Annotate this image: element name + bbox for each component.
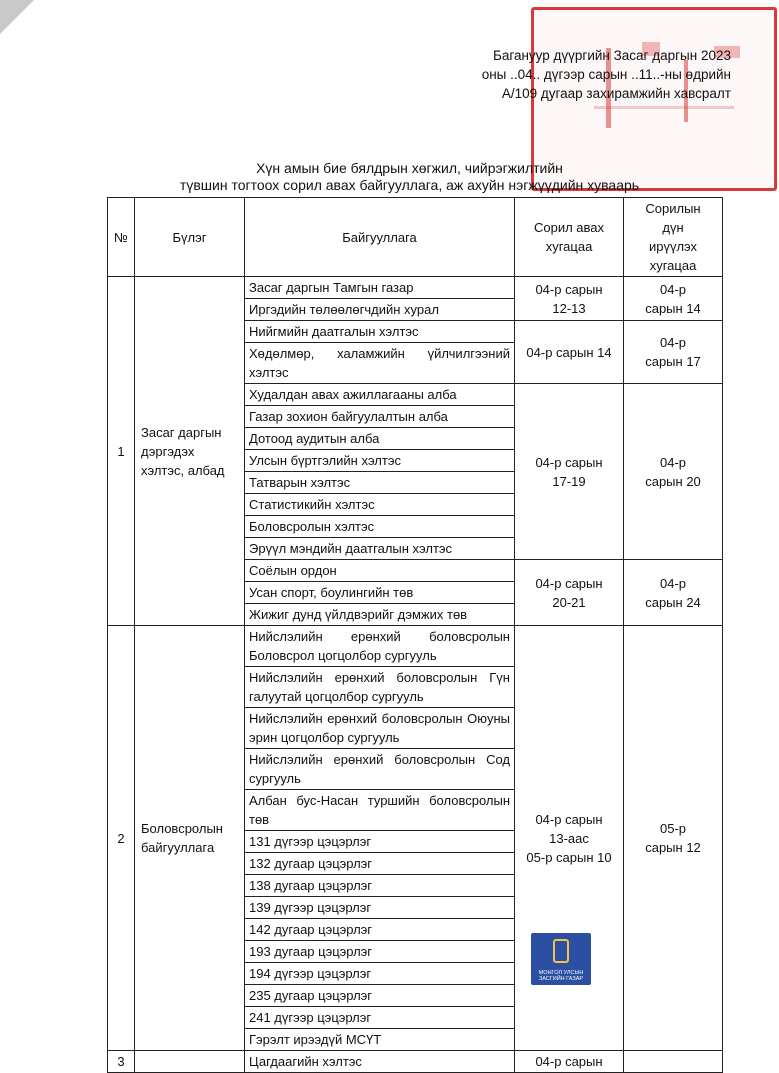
org-cell: 132 дугаар цэцэрлэг	[245, 853, 515, 875]
org-cell: Албан бус-Насан туршийн боловсролын төв	[245, 790, 515, 831]
annex-line-2: оны ..04.. дүгээр сарын ..11..-ны өдрийн	[481, 67, 731, 82]
col-header-test-period: Сорил авах хугацаа	[515, 198, 624, 277]
col-header-result-period: Сорилын дүн ирүүлэх хугацаа	[624, 198, 723, 277]
org-cell: Газар зохион байгуулалтын алба	[245, 406, 515, 428]
org-cell: Соёлын ордон	[245, 560, 515, 582]
table-row	[108, 277, 723, 299]
org-cell: Нийслэлийн ерөнхий боловсролын Оюуны эрин цогцолбор сургууль	[245, 708, 515, 749]
test-period-cell: 04-р сарын 14	[515, 321, 624, 384]
org-cell: Нийслэлийн ерөнхий боловсролын Боловсрол цогцолбор сургууль	[245, 626, 515, 667]
org-cell: Статистикийн хэлтэс	[245, 494, 515, 516]
government-emblem	[531, 933, 591, 985]
result-period-cell: 04-р сарын 24	[624, 560, 723, 626]
org-cell: 138 дугаар цэцэрлэг	[245, 875, 515, 897]
org-cell: Татварын хэлтэс	[245, 472, 515, 494]
schedule-table	[107, 197, 723, 1073]
org-cell: Нийслэлийн ерөнхий боловсролын Гүн галуутай цогцолбор сургууль	[245, 667, 515, 708]
org-cell: 241 дүгээр цэцэрлэг	[245, 1007, 515, 1029]
org-cell: Иргэдийн төлөөлөгчдийн хурал	[245, 299, 515, 321]
result-period-cell	[624, 1051, 723, 1073]
group-number: 3	[108, 1051, 135, 1073]
result-period-cell: 04-р сарын 20	[624, 384, 723, 560]
test-period-cell: 04-р сарын 13-аас 05-р сарын 10	[515, 626, 624, 1051]
group-number: 2	[108, 626, 135, 1051]
test-period-cell: 04-р сарын 17-19	[515, 384, 624, 560]
result-period-cell: 04-р сарын 14	[624, 277, 723, 321]
org-cell: Засаг даргын Тамгын газар	[245, 277, 515, 299]
result-period-cell: 04-р сарын 17	[624, 321, 723, 384]
org-cell: Нийслэлийн ерөнхий боловсролын Сод сургууль	[245, 749, 515, 790]
org-cell: Худалдан авах ажиллагааны алба	[245, 384, 515, 406]
org-cell: Боловсролын хэлтэс	[245, 516, 515, 538]
test-period-cell: 04-р сарын 12-13	[515, 277, 624, 321]
document-title	[0, 160, 779, 194]
org-cell: Хөдөлмөр, халамжийн үйлчилгээний хэлтэс	[245, 343, 515, 384]
org-cell: Усан спорт, боулингийн төв	[245, 582, 515, 604]
test-period-cell: 04-р сарын 20-21	[515, 560, 624, 626]
header-row	[108, 198, 723, 277]
group-section: Боловсролын байгууллага	[135, 626, 245, 1051]
annex-line-1: Багануур дүүргийн Засаг даргын 2023	[492, 48, 731, 63]
org-cell: 139 дүгээр цэцэрлэг	[245, 897, 515, 919]
group-section	[135, 1051, 245, 1073]
test-period-cell: 04-р сарын	[515, 1051, 624, 1073]
col-header-org: Байгууллага	[245, 198, 515, 277]
org-cell: Улсын бүртгэлийн хэлтэс	[245, 450, 515, 472]
result-period-cell: 05-р сарын 12	[624, 626, 723, 1051]
org-cell: 131 дүгээр цэцэрлэг	[245, 831, 515, 853]
org-cell: Эрүүл мэндийн даатгалын хэлтэс	[245, 538, 515, 560]
org-cell: Гэрэлт ирээдүй МСҮТ	[245, 1029, 515, 1051]
org-cell: 235 дугаар цэцэрлэг	[245, 985, 515, 1007]
group-section: Засаг даргын дэргэдэх хэлтэс, албад	[135, 277, 245, 626]
emblem-caption: МОНГОЛ УЛСЫН ЗАСГИЙН ГАЗАР	[538, 970, 584, 982]
annex-line-3: A/109 дугаар захирамжийн хавсралт	[501, 86, 731, 101]
org-cell: Нийгмийн даатгалын хэлтэс	[245, 321, 515, 343]
col-header-num: №	[108, 198, 135, 277]
title-line-1: Хүн амын бие бялдрын хөгжил, чийрэгжилтийн	[256, 160, 563, 176]
org-cell: 142 дугаар цэцэрлэг	[245, 919, 515, 941]
soyombo-icon	[553, 939, 569, 963]
group-number: 1	[108, 277, 135, 626]
title-line-2: түвшин тогтоох сорил авах байгууллага, аж ахуйн нэгжүүдийн хуваарь	[179, 177, 640, 193]
table-row	[108, 1051, 723, 1073]
col-header-section: Бүлэг	[135, 198, 245, 277]
org-cell: Дотоод аудитын алба	[245, 428, 515, 450]
org-cell: 193 дугаар цэцэрлэг	[245, 941, 515, 963]
annex-header	[482, 46, 731, 103]
org-cell: Жижиг дунд үйлдвэрийг дэмжих төв	[245, 604, 515, 626]
org-cell: 194 дүгээр цэцэрлэг	[245, 963, 515, 985]
page-fold-corner	[0, 0, 34, 34]
table-row	[108, 626, 723, 667]
org-cell: Цагдаагийн хэлтэс	[245, 1051, 515, 1073]
